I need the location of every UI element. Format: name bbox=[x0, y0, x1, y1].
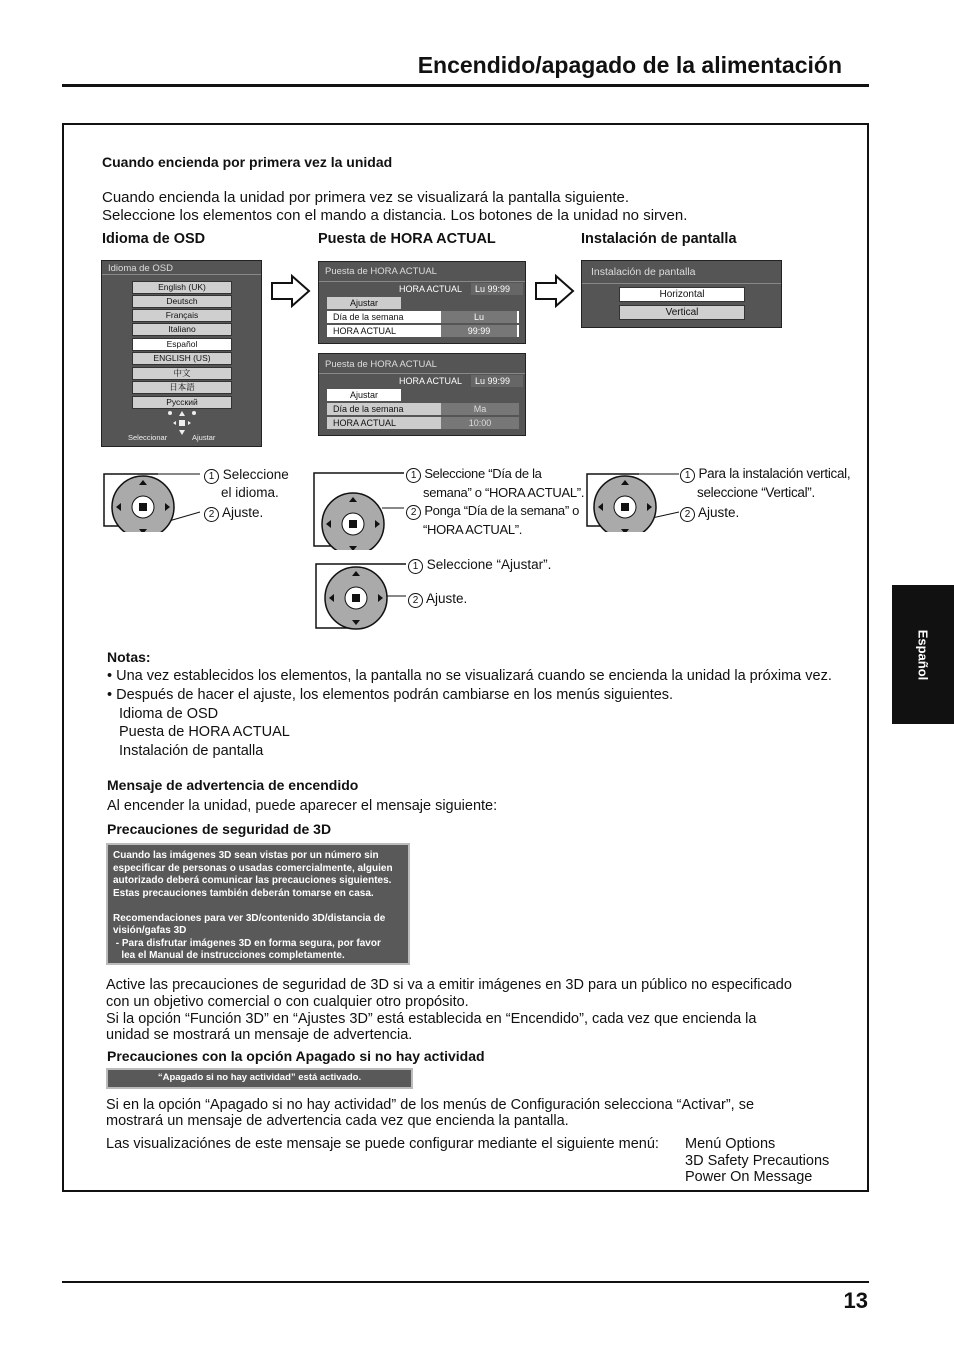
note-menu-3: Instalación de pantalla bbox=[119, 743, 264, 759]
remote-dpad-icon bbox=[583, 468, 683, 532]
install-screen-title: Instalación de pantalla bbox=[591, 266, 696, 278]
clock-step-2: 2 Ponga “Día de la semana” o bbox=[406, 501, 579, 520]
column-heading-osd: Idioma de OSD bbox=[102, 231, 206, 247]
safety-3d-line: Recomendaciones para ver 3D/contenido 3D/distancia de bbox=[113, 912, 386, 924]
safety-para-1a: Active las precauciones de seguridad de 3D si va a emitir imágenes en 3D para un público no especificado bbox=[106, 977, 792, 993]
safety-para-2a: Si la opción “Función 3D” en “Ajustes 3D” está establecida en “Encendido”, cada vez que encienda la bbox=[106, 1011, 757, 1027]
remote-dpad-icon bbox=[314, 560, 410, 632]
install-screen bbox=[581, 260, 782, 328]
osd-language-item[interactable]: Italiano bbox=[132, 323, 232, 336]
step-number-1: 1 bbox=[204, 469, 219, 484]
install-step-2: 2 Ajuste. bbox=[680, 503, 739, 522]
horizontal-option[interactable]: Horizontal bbox=[619, 287, 745, 302]
clock-step-1-cont: semana” o “HORA ACTUAL”. bbox=[423, 485, 585, 500]
language-tab-label: Español bbox=[915, 629, 931, 680]
osd-language-item[interactable]: 日本語 bbox=[132, 381, 232, 394]
install-step-1: 1 Para la instalación vertical, bbox=[680, 464, 850, 483]
clock-status-label: HORA ACTUAL bbox=[399, 376, 463, 386]
install-step-1-cont: seleccione “Vertical”. bbox=[697, 485, 815, 500]
column-heading-install: Instalación de pantalla bbox=[581, 231, 737, 247]
clock-setup-screen-set bbox=[318, 353, 526, 436]
safety-para-2b: unidad se mostrará un mensaje de advertencia. bbox=[106, 1027, 413, 1043]
intro-line-1: Cuando encienda la unidad por primera vez se visualizará la pantalla siguiente. bbox=[102, 189, 629, 206]
safety-para-1b: con un objetivo comercial o con cualquier otro propósito. bbox=[106, 994, 469, 1010]
remote-dpad-icon bbox=[100, 468, 204, 532]
osd-step-1-cont: el idioma. bbox=[221, 485, 279, 500]
weekday-label: Día de la semana bbox=[333, 312, 404, 322]
clock-screen-title: Puesta de HORA ACTUAL bbox=[325, 266, 437, 277]
clock-screen-title: Puesta de HORA ACTUAL bbox=[325, 359, 437, 370]
osd-set-hint: Ajustar bbox=[192, 433, 216, 442]
clock-status-value: Lu 99:99 bbox=[471, 283, 523, 295]
clock-status-value: Lu 99:99 bbox=[471, 375, 523, 387]
language-tab bbox=[892, 585, 954, 724]
step-number-2: 2 bbox=[204, 507, 219, 522]
note-bullet-2: • Después de hacer el ajuste, los elementos podrán cambiarse en los menús siguientes. bbox=[107, 687, 674, 703]
warning-heading: Mensaje de advertencia de encendido bbox=[107, 777, 359, 793]
safety-3d-line: - Para disfrutar imágenes 3D en forma segura, por favor bbox=[113, 937, 381, 949]
remote-dpad-icon bbox=[312, 468, 408, 550]
warning-intro: Al encender la unidad, puede aparecer el mensaje siguiente: bbox=[107, 798, 498, 814]
page-title: Encendido/apagado de la alimentación bbox=[417, 52, 842, 78]
weekday-value[interactable]: Ma bbox=[441, 403, 519, 415]
osd-language-item[interactable]: Русский bbox=[132, 396, 232, 409]
step-number-2: 2 bbox=[406, 505, 421, 520]
clock-status-label: HORA ACTUAL bbox=[399, 284, 463, 294]
step-number-1: 1 bbox=[406, 468, 421, 483]
osd-language-screen bbox=[101, 260, 262, 447]
note-menu-2: Puesta de HORA ACTUAL bbox=[119, 724, 290, 740]
note-bullet-1: • Una vez establecidos los elementos, la pantalla no se visualizará cuando se encienda la unidad la próxima vez. bbox=[107, 668, 832, 684]
clock-step-2-cont: “HORA ACTUAL”. bbox=[423, 522, 523, 537]
column-heading-clock: Puesta de HORA ACTUAL bbox=[318, 231, 496, 247]
clock-step-4: 2 Ajuste. bbox=[408, 589, 467, 608]
ajustar-button[interactable]: Ajustar bbox=[327, 297, 401, 309]
weekday-label: Día de la semana bbox=[327, 403, 441, 415]
time-value[interactable]: 99:99 bbox=[441, 325, 517, 337]
next-step-arrow-icon bbox=[534, 274, 576, 308]
menu-path-3: Power On Message bbox=[685, 1169, 813, 1185]
safety-3d-heading: Precauciones de seguridad de 3D bbox=[107, 821, 332, 837]
clock-step-1: 1 Seleccione “Día de la bbox=[406, 464, 542, 483]
safety-3d-line: autorizado deberá comunicar las precauciones siguientes. bbox=[113, 875, 392, 886]
step-number-1: 1 bbox=[680, 468, 695, 483]
menu-path-1: Menú Options bbox=[685, 1136, 776, 1152]
next-step-arrow-icon bbox=[270, 274, 312, 308]
osd-step-1: 1 Seleccione bbox=[204, 465, 289, 484]
osd-language-item[interactable]: ENGLISH (US) bbox=[132, 352, 232, 365]
header-rule bbox=[62, 84, 869, 87]
weekday-value[interactable]: Lu bbox=[441, 311, 517, 323]
note-menu-1: Idioma de OSD bbox=[119, 706, 219, 722]
safety-3d-line: Estas precauciones también deberán tomarse en casa. bbox=[113, 887, 374, 899]
osd-language-item[interactable]: English (UK) bbox=[132, 281, 232, 294]
osd-step-2: 2 Ajuste. bbox=[204, 503, 263, 522]
menu-path-2: 3D Safety Precautions bbox=[685, 1153, 830, 1169]
auto-off-para-b: mostrará un mensaje de advertencia cada vez que encienda la pantalla. bbox=[106, 1113, 569, 1129]
safety-3d-message-box bbox=[106, 843, 410, 965]
safety-3d-line: Cuando las imágenes 3D sean vistas por un número sin bbox=[113, 850, 379, 861]
osd-language-item-selected[interactable]: Español bbox=[132, 338, 232, 351]
safety-3d-line: especificar de personas o usadas comercialmente, alguien bbox=[113, 862, 393, 874]
auto-off-heading: Precauciones con la opción Apagado si no hay actividad bbox=[107, 1048, 485, 1064]
safety-3d-line bbox=[113, 900, 403, 913]
osd-screen-title: Idioma de OSD bbox=[108, 263, 173, 274]
clock-setup-screen bbox=[318, 261, 526, 344]
auto-off-para-a: Si en la opción “Apagado si no hay actividad” de los menús de Configuración selecciona “Activar”, se bbox=[106, 1097, 755, 1113]
intro-line-2: Seleccione los elementos con el mando a distancia. Los botones de la unidad no sirven. bbox=[102, 207, 688, 224]
osd-language-item[interactable]: Deutsch bbox=[132, 295, 232, 308]
ajustar-button[interactable]: Ajustar bbox=[327, 389, 401, 401]
safety-3d-line: lea el Manual de instrucciones completamente. bbox=[113, 950, 345, 961]
time-label: HORA ACTUAL bbox=[327, 417, 441, 429]
osd-language-item[interactable]: Français bbox=[132, 309, 232, 322]
auto-off-message-bar: “Apagado si no hay actividad” está activado. bbox=[106, 1068, 413, 1089]
safety-3d-line: visión/gafas 3D bbox=[113, 925, 187, 936]
clock-step-3: 1 Seleccione “Ajustar”. bbox=[408, 555, 551, 574]
step-number-2: 2 bbox=[680, 507, 695, 522]
vertical-option[interactable]: Vertical bbox=[619, 305, 745, 320]
time-value[interactable]: 10:00 bbox=[441, 417, 519, 429]
footer-rule bbox=[62, 1281, 869, 1283]
step-number-1: 1 bbox=[408, 559, 423, 574]
osd-language-item[interactable]: 中文 bbox=[132, 367, 232, 380]
intro-heading: Cuando encienda por primera vez la unidad bbox=[102, 154, 393, 170]
osd-select-hint: Seleccionar bbox=[128, 433, 168, 442]
page-number: 13 bbox=[843, 1288, 868, 1313]
menu-config-text: Las visualizaciónes de este mensaje se puede configurar mediante el siguiente menú: bbox=[106, 1136, 659, 1152]
time-label: HORA ACTUAL bbox=[333, 326, 397, 336]
step-number-2: 2 bbox=[408, 593, 423, 608]
notes-heading: Notas: bbox=[107, 649, 151, 665]
